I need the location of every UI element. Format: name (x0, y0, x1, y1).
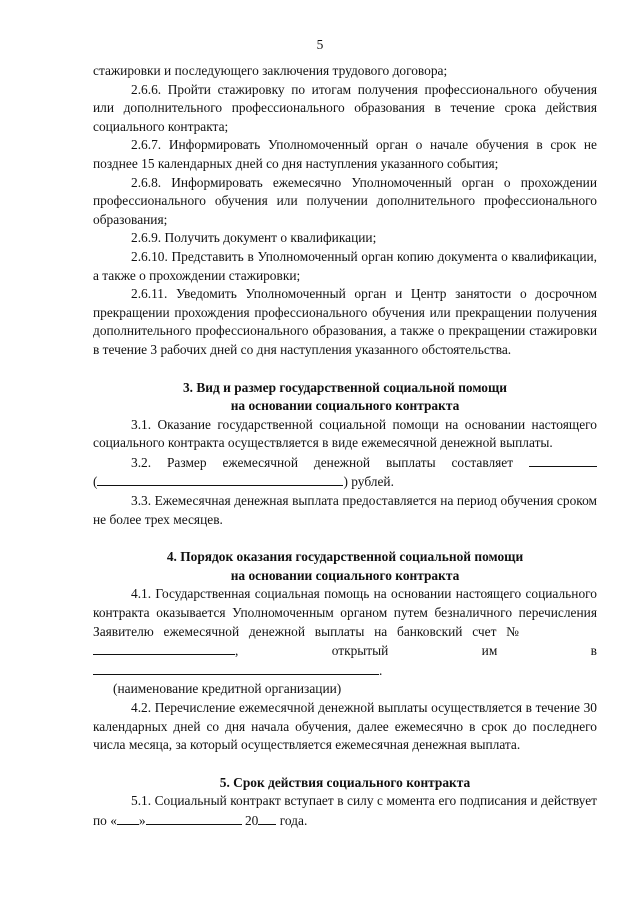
day-blank (117, 811, 139, 825)
paragraph-3-2-line-1 (93, 453, 597, 473)
account-number-blank (93, 641, 235, 655)
paragraph-4-1-text: 4.1. Государственная социальная помощь на основании настоящего социального контракта оказывается Уполномоченным органом путем безналичного перечисления Заявителю ежемесячной денежной выплаты на банковский счет № (93, 586, 597, 639)
paragraph-5-1-text: 5.1. Социальный контракт вступает в силу с момента его подписания и действует по « (93, 793, 597, 828)
paragraph-2-6-6: 2.6.6. Пройти стажировку по итогам получения профессионального обучения или дополнительного профессионального образования в течение срока действия социального контракта; (93, 81, 597, 134)
paragraph-continuation: стажировки и последующего заключения трудового договора; (93, 63, 448, 78)
amount-blank (529, 453, 597, 467)
paragraph-3-2-text: 3.2. Размер ежемесячной денежной выплаты составляет (131, 454, 514, 470)
paragraph-2-6-9: 2.6.9. Получить документ о квалификации; (131, 230, 377, 246)
paragraph-2-6-10: 2.6.10. Представить в Уполномоченный орган копию документа о квалификации, а также о прохождении стажировки; (93, 248, 597, 283)
paragraph-4-1-period: . (379, 662, 383, 678)
paragraph-4-1-opened: , открытый им в (235, 643, 597, 659)
paragraph-4-1 (93, 585, 597, 660)
paragraph-5-1-year: года. (279, 812, 308, 828)
section-3-title-line-2: на основании социального контракта (230, 398, 460, 414)
amount-words-close: ) рублей. (343, 474, 394, 490)
section-4 (93, 548, 597, 755)
amount-words-blank (97, 472, 343, 486)
paragraph-4-1-bank-line (93, 661, 597, 681)
section-4-title-line-2: на основании социального контракта (230, 567, 460, 583)
section-5 (93, 774, 597, 831)
section-4-title-line-1: 4. Порядок оказания государственной социальной помощи (166, 549, 524, 565)
amount-words-open: ( (93, 474, 98, 490)
paragraph-5-1 (93, 792, 597, 830)
bank-name-caption: (наименование кредитной организации) (113, 681, 342, 697)
section-3-title-line-1: 3. Вид и размер государственной социальной помощи (182, 379, 508, 395)
month-blank (146, 811, 242, 825)
section-3 (93, 379, 597, 530)
paragraph-3-3: 3.3. Ежемесячная денежная выплата предоставляется на период обучения сроком не более трех месяцев. (93, 493, 597, 527)
paragraph-3-2-line-2 (93, 472, 597, 492)
paragraph-2-6-8: 2.6.8. Информировать ежемесячно Уполномоченный орган о прохождении профессионального обучения или получении дополнительного профессионального образования; (93, 174, 597, 227)
section-5-title: 5. Срок действия социального контракта (219, 774, 471, 790)
paragraph-4-2: 4.2. Перечисление ежемесячной денежной выплаты осуществляется в течение 30 календарных дней со дня начала обучения, далее ежемесячно в срок до последнего числа месяца, за который осуществляется ежемесячная денежная выплата. (93, 700, 597, 753)
page-number: 5 (316, 37, 324, 52)
paragraph-3-1: 3.1. Оказание государственной социальной помощи на основании настоящего социального контракта осуществляется в виде ежемесячной денежной выплаты. (93, 416, 597, 451)
paragraph-2-6-7: 2.6.7. Информировать Уполномоченный орган о начале обучения в срок не позднее 15 календарных дней со дня наступления указанного события; (93, 137, 597, 171)
paragraph-5-1-century: 20 (244, 812, 259, 828)
paragraph-5-1-quote: » (138, 812, 146, 828)
paragraph-2-6-11: 2.6.11. Уведомить Уполномоченный орган и Центр занятости о досрочном прекращении прохождения профессионального обучения или прекращении получения дополнительного профессионального образования, а также о прекращении стажировки в течение 3 рабочих дней со дня наступления указанного обстоятельства. (93, 286, 597, 357)
document-body (93, 62, 597, 831)
year-blank (258, 811, 276, 825)
bank-name-blank (93, 661, 379, 675)
